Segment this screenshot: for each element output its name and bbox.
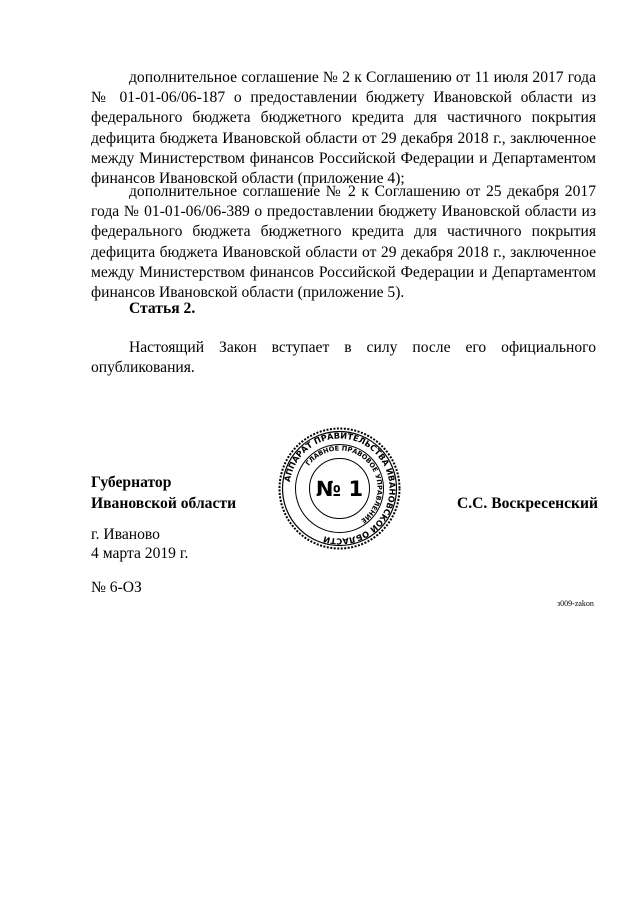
paragraph-text: дополнительное соглашение № 2 к Соглашению от 11 июля 2017 года № 01-01-06/06-187 о предоставлении бюджету Ивановской области из федерального бюджета бюджетного кредита для частичного покрытия дефицита бюджета Ивановской области от 29 декабря 2018 г., заключенное между Министерством финансов Российской Федерации и Департаментом финансов Ивановской области (приложение 4);	[91, 69, 596, 188]
seal-number: № 1	[315, 477, 364, 501]
document-code: з009-zakon	[557, 599, 594, 608]
signatory-position	[91, 472, 236, 514]
seal-inner-text: ГЛАВНОЕ ПРАВОВОЕ УПРАВЛЕНИЕ	[304, 444, 384, 525]
position-line-1: Губернатор	[91, 474, 172, 491]
paragraph-text: Настоящий Закон вступает в силу после его официального опубликования.	[91, 339, 596, 377]
position-line-2: Ивановской области	[91, 495, 237, 512]
article-heading: Статья 2.	[129, 300, 196, 317]
date: 4 марта 2019 г.	[91, 545, 189, 562]
signatory-name: С.С. Воскресенский	[457, 495, 598, 512]
paragraph-agreement-5	[91, 182, 596, 303]
law-number: № 6-ОЗ	[91, 579, 142, 596]
city: г. Иваново	[91, 526, 160, 543]
paragraph-effective-date	[91, 338, 596, 378]
paragraph-agreement-4	[91, 68, 596, 189]
official-seal	[277, 426, 402, 551]
seal-ring-text: АППАРАТ ПРАВИТЕЛЬСТВА ИВАНОВСКОЙ ОБЛАСТИ	[281, 430, 398, 547]
paragraph-text: дополнительное соглашение № 2 к Соглашению от 25 декабря 2017 года № 01-01-06/06-389 о предоставлении бюджету Ивановской области из федерального бюджета бюджетного кредита для частичного покрытия дефицита бюджета Ивановской области от 29 декабря 2018 г., заключенное между Министерством финансов Российской Федерации и Департаментом финансов Ивановской области (приложение 5).	[91, 183, 596, 302]
